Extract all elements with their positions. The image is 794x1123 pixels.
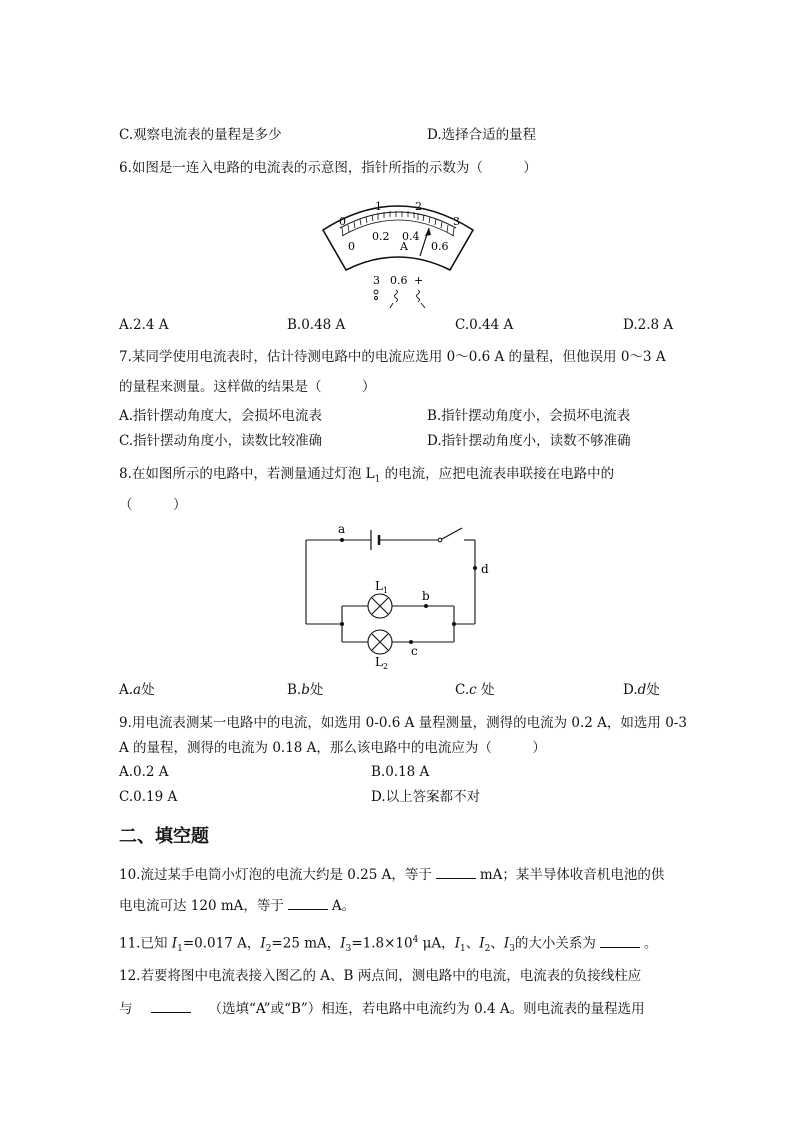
q12-line2: 与 （选填“A”或“B”）相连，若电路中电流约为 0.4 A。则电流表的量程选用 [119, 1001, 645, 1017]
ammeter-terminal-0.6: 0.6 [390, 274, 408, 287]
q6-option-a: A.2.4 A [119, 317, 169, 333]
q7-option-b: B.指针摆动角度小，会损坏电流表 [427, 408, 631, 424]
section-heading-fill-in: 二、填空题 [119, 826, 209, 847]
q9-option-a: A.0.2 A [119, 764, 169, 780]
q8-option-b: B.b处 [287, 682, 324, 698]
q12-line1: 12.若要将图中电流表接入图乙的 A、B 两点间，测电路中的电流，电流表的负接线柱应 [119, 968, 642, 984]
q8-option-c: C.c 处 [455, 682, 495, 698]
q6-stem: 6.如图是一连入电路的电流表的示意图，指针所指的示数为（ ） [119, 160, 537, 176]
circuit-figure [300, 518, 500, 673]
ammeter-terminal-plus: + [414, 274, 424, 287]
ammeter-terminal-3: 3 [373, 274, 380, 287]
circuit-lamp1-label: $L_1$ [375, 579, 389, 595]
circuit-point-a: a [338, 522, 346, 536]
circuit-point-b: b [422, 589, 430, 603]
q11-stem: 11.已知 $I_1=0.017$ A，$I_2=25$ mA，$I_3=1.8\times 10^4$ μA，$I_1$、$I_2$、$I_3$的大小关系为 。 [119, 935, 658, 955]
q6-option-d: D.2.8 A [623, 317, 674, 333]
q11-blank[interactable] [600, 935, 640, 948]
circuit-point-d: d [481, 562, 489, 576]
q9-option-c: C.0.19 A [119, 789, 178, 805]
q5-option-c: C.观察电流表的量程是多少 [119, 127, 282, 143]
ammeter-upper-tick-3: 3 [453, 215, 460, 228]
ammeter-figure [318, 192, 478, 314]
ammeter-lower-tick-3: 0.6 [431, 240, 449, 253]
q5-option-d: D.选择合适的量程 [427, 127, 537, 143]
q8-stem-line2: （ ） [119, 497, 187, 513]
q10-line2: 电电流可达 120 mA，等于 A。 [119, 898, 356, 914]
q9-stem-line1: 9.用电流表测某一电路中的电流，如选用 0-0.6 A 量程测量，测得的电流为 0.2 A，如选用 0-3 [119, 715, 687, 731]
q12-blank[interactable] [151, 1000, 191, 1013]
circuit-point-c: c [411, 644, 418, 658]
q10-blank-1[interactable] [436, 866, 476, 879]
q7-stem-line1: 7.某同学使用电流表时，估计待测电路中的电流应选用 0～0.6 A 的量程，但他误用 0～3 A [119, 349, 666, 365]
q7-option-c: C.指针摆动角度小，读数比较准确 [119, 433, 323, 449]
circuit-lamp2-label: $L_2$ [375, 655, 389, 671]
ammeter-unit: A [400, 240, 408, 253]
ammeter-lower-tick-1: 0.2 [372, 230, 390, 243]
ammeter-lower-tick-2: 0.4 [402, 230, 420, 243]
ammeter-upper-tick-0: 0 [339, 215, 346, 228]
q8-stem-line1: 8.在如图所示的电路中，若测量通过灯泡 $L_1$ 的电流，应把电流表串联接在电路中的 [119, 466, 615, 485]
ammeter-upper-tick-2: 2 [415, 200, 422, 213]
q6-option-b: B.0.48 A [287, 317, 346, 333]
q9-stem-line2: A 的量程，测得的电流为 0.18 A，那么该电路中的电流应为（ ） [119, 740, 546, 756]
q7-stem-line2: 的量程来测量。这样做的结果是（ ） [119, 379, 376, 395]
q9-option-d: D.以上答案都不对 [371, 789, 481, 805]
q8-option-d: D.d处 [623, 682, 660, 698]
q8-option-a: A.a处 [119, 682, 155, 698]
q10-line1: 10.流过某手电筒小灯泡的电流大约是 0.25 A，等于 mA；某半导体收音机电池的供 [119, 867, 665, 883]
q6-option-c: C.0.44 A [455, 317, 514, 333]
ammeter-upper-tick-1: 1 [375, 200, 382, 213]
ammeter-lower-tick-0: 0 [348, 240, 355, 253]
q7-option-d: D.指针摆动角度小，读数不够准确 [427, 433, 631, 449]
q10-blank-2[interactable] [288, 897, 328, 910]
q7-option-a: A.指针摆动角度大，会损坏电流表 [119, 408, 323, 424]
q9-option-b: B.0.18 A [371, 764, 430, 780]
